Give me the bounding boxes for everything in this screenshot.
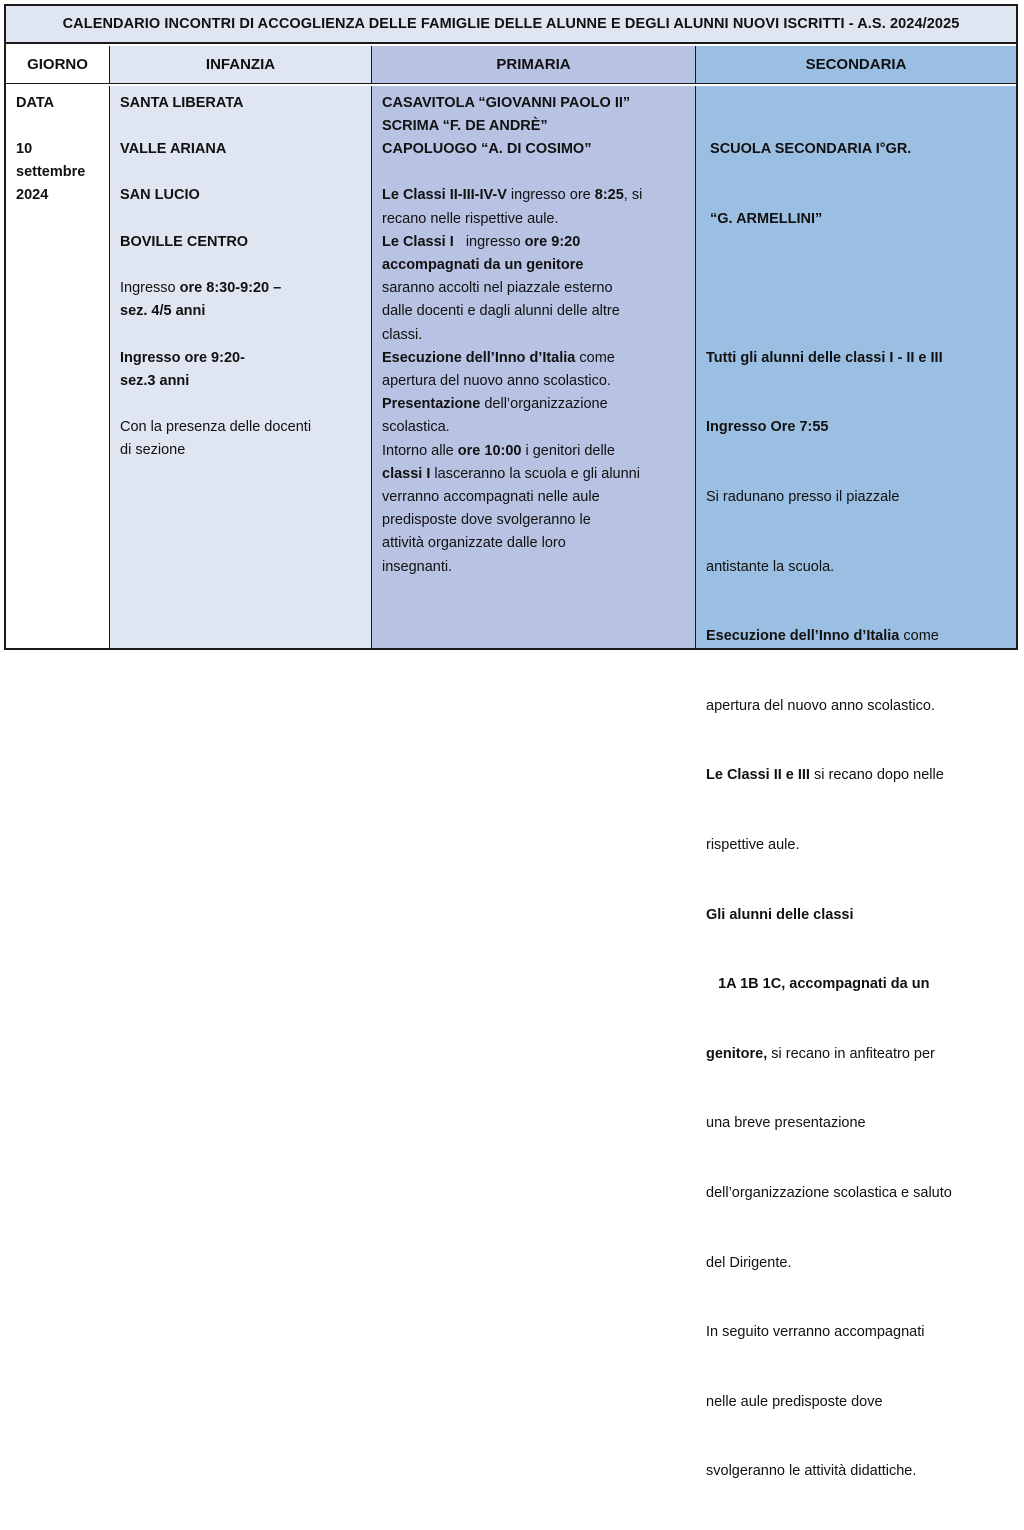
- text-line: dell’organizzazione scolastica e saluto: [706, 1185, 952, 1202]
- school-name: VALLE ARIANA: [120, 140, 227, 157]
- text-line: attività organizzate dalle loro: [382, 535, 566, 552]
- secondaria-cell: [696, 86, 1016, 1480]
- header-infanzia: INFANZIA: [110, 46, 372, 84]
- presenza-line: Con la presenza delle docenti: [120, 419, 312, 436]
- text-line: una breve presentazione: [706, 1115, 866, 1132]
- text-line: classi I lasceranno la scuola e gli alunni: [382, 465, 640, 482]
- header-giorno: GIORNO: [6, 46, 110, 84]
- text-line: Ingresso Ore 7:55: [706, 419, 829, 436]
- text-line: Tutti gli alunni delle classi I - II e III: [706, 349, 943, 366]
- text-line: apertura del nuovo anno scolastico.: [382, 372, 611, 389]
- text-line: Esecuzione dell’Inno d’Italia come: [706, 628, 939, 645]
- school-name: SAN LUCIO: [120, 187, 200, 204]
- text-line: dalle docenti e dagli alunni delle altre: [382, 303, 620, 320]
- school-name: BOVILLE CENTRO: [120, 233, 249, 250]
- text-line: scolastica.: [382, 419, 450, 436]
- text-line: Intorno alle ore 10:00 i genitori delle: [382, 442, 615, 459]
- ingresso-section: sez.3 anni: [120, 372, 190, 389]
- text-line: genitore, si recano in anfiteatro per: [706, 1045, 935, 1062]
- text-line: Gli alunni delle classi: [706, 906, 854, 923]
- text-line: Presentazione dell’organizzazione: [382, 396, 608, 413]
- date-month: settembre: [16, 164, 86, 181]
- text-line: Esecuzione dell’Inno d’Italia come: [382, 349, 615, 366]
- primaria-cell: [372, 86, 696, 649]
- text-line: predisposte dove svolgeranno le: [382, 512, 591, 529]
- infanzia-cell: [110, 86, 372, 649]
- text-line: accompagnati da un genitore: [382, 256, 584, 273]
- ingresso-section: sez. 4/5 anni: [120, 303, 206, 320]
- school-name: CASAVITOLA “GIOVANNI PAOLO II”: [382, 94, 631, 111]
- ingresso-line: Ingresso ore 8:30-9:20 –: [120, 280, 282, 297]
- text-line: del Dirigente.: [706, 1254, 792, 1271]
- text-line: nelle aule predisposte dove: [706, 1393, 883, 1410]
- school-name: SCUOLA SECONDARIA I°GR.: [706, 140, 912, 157]
- presenza-line: di sezione: [120, 442, 186, 459]
- ingresso-line: Ingresso ore 9:20-: [120, 349, 245, 366]
- text-line: Si radunano presso il piazzale: [706, 488, 900, 505]
- date-year: 2024: [16, 187, 49, 204]
- text-line: antistante la scuola.: [706, 558, 835, 575]
- text-line: Le Classi II-III-IV-V ingresso ore 8:25, si: [382, 187, 643, 204]
- school-name: SCRIMA “F. DE ANDRÈ”: [382, 117, 548, 134]
- text-line: verranno accompagnati nelle aule: [382, 488, 600, 505]
- school-name: “G. ARMELLINI”: [706, 210, 823, 227]
- school-name: SANTA LIBERATA: [120, 94, 244, 111]
- text-line: In seguito verranno accompagnati: [706, 1324, 925, 1341]
- text-line: rispettive aule.: [706, 836, 800, 853]
- header-primaria: PRIMARIA: [372, 46, 696, 84]
- text-line: 1A 1B 1C, accompagnati da un: [706, 976, 930, 993]
- text-line: classi.: [382, 326, 423, 343]
- text-line: svolgeranno le attività didattiche.: [706, 1463, 917, 1480]
- text-line: saranno accolti nel piazzale esterno: [382, 280, 613, 297]
- header-secondaria: SECONDARIA: [696, 46, 1016, 84]
- date-day: 10: [16, 140, 33, 157]
- text-line: insegnanti.: [382, 558, 453, 575]
- date-label: DATA: [16, 94, 55, 111]
- text-line: apertura del nuovo anno scolastico.: [706, 697, 935, 714]
- text-line: recano nelle rispettive aule.: [382, 210, 559, 227]
- text-line: Le Classi II e III si recano dopo nelle: [706, 767, 944, 784]
- school-name: CAPOLUOGO “A. DI COSIMO”: [382, 140, 592, 157]
- text-line: Le Classi I ingresso ore 9:20: [382, 233, 581, 250]
- calendar-table: [4, 4, 1018, 1480]
- giorno-cell: [6, 86, 110, 649]
- table-title: CALENDARIO INCONTRI DI ACCOGLIENZA DELLE FAMIGLIE DELLE ALUNNE E DEGLI ALUNNI NUOVI ISCRITTI - A.S. 2024/2025: [6, 6, 1016, 44]
